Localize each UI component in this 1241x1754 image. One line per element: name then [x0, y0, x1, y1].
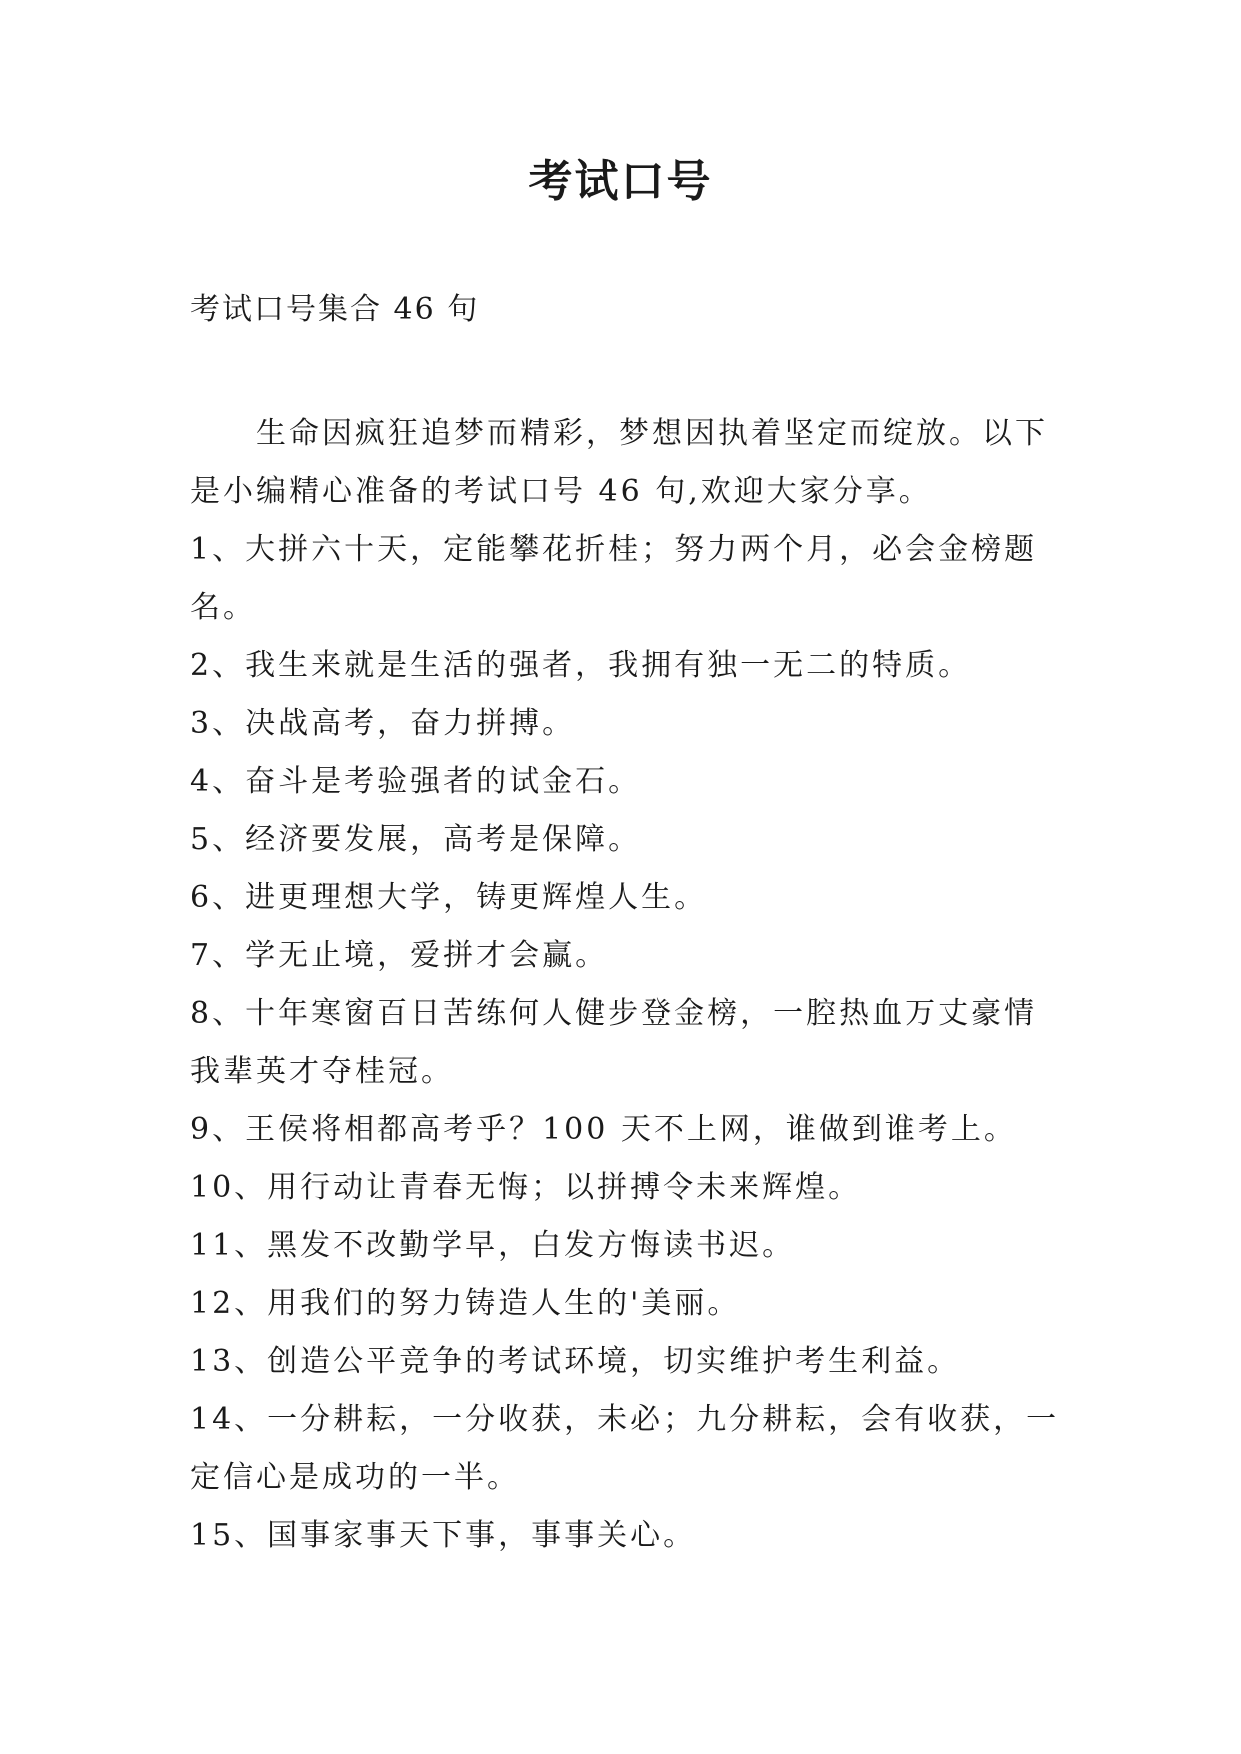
list-item: 14、一分耕耘，一分收获，未必；九分耕耘，会有收获，一定信心是成功的一半。: [190, 1402, 1060, 1495]
list-item: 12、用我们的努力铸造人生的'美丽。: [190, 1286, 741, 1321]
list-item: 2、我生来就是生活的强者，我拥有独一无二的特质。: [190, 648, 972, 683]
list-item: 3、决战高考，奋力拼搏。: [190, 706, 576, 741]
list-item: 9、王侯将相都高考乎？100 天不上网，谁做到谁考上。: [190, 1112, 1017, 1147]
intro-paragraph: 生命因疯狂追梦而精彩，梦想因执着坚定而绽放。以下是小编精心准备的考试口号 46 句,欢迎大家分享。: [190, 416, 1048, 509]
page-title: 考试口号: [528, 156, 713, 207]
list-item: 13、创造公平竞争的考试环境，切实维护考生利益。: [190, 1344, 961, 1379]
document-body: [190, 405, 1060, 1565]
list-item: 15、国事家事天下事，事事关心。: [190, 1518, 697, 1553]
list-item: 7、学无止境，爱拼才会赢。: [190, 938, 609, 973]
list-item: 10、用行动让青春无悔；以拼搏令未来辉煌。: [190, 1170, 862, 1205]
list-item: 1、大拼六十天，定能攀花折桂；努力两个月，必会金榜题名。: [190, 532, 1038, 625]
list-item: 11、黑发不改勤学早，白发方悔读书迟。: [190, 1228, 796, 1263]
list-item: 6、进更理想大学，铸更辉煌人生。: [190, 880, 708, 915]
list-item: 8、十年寒窗百日苦练何人健步登金榜，一腔热血万丈豪情我辈英才夺桂冠。: [190, 996, 1038, 1089]
document-subtitle: 考试口号集合 46 句: [190, 292, 480, 327]
list-item: 4、奋斗是考验强者的试金石。: [190, 764, 642, 799]
list-item: 5、经济要发展，高考是保障。: [190, 822, 642, 857]
